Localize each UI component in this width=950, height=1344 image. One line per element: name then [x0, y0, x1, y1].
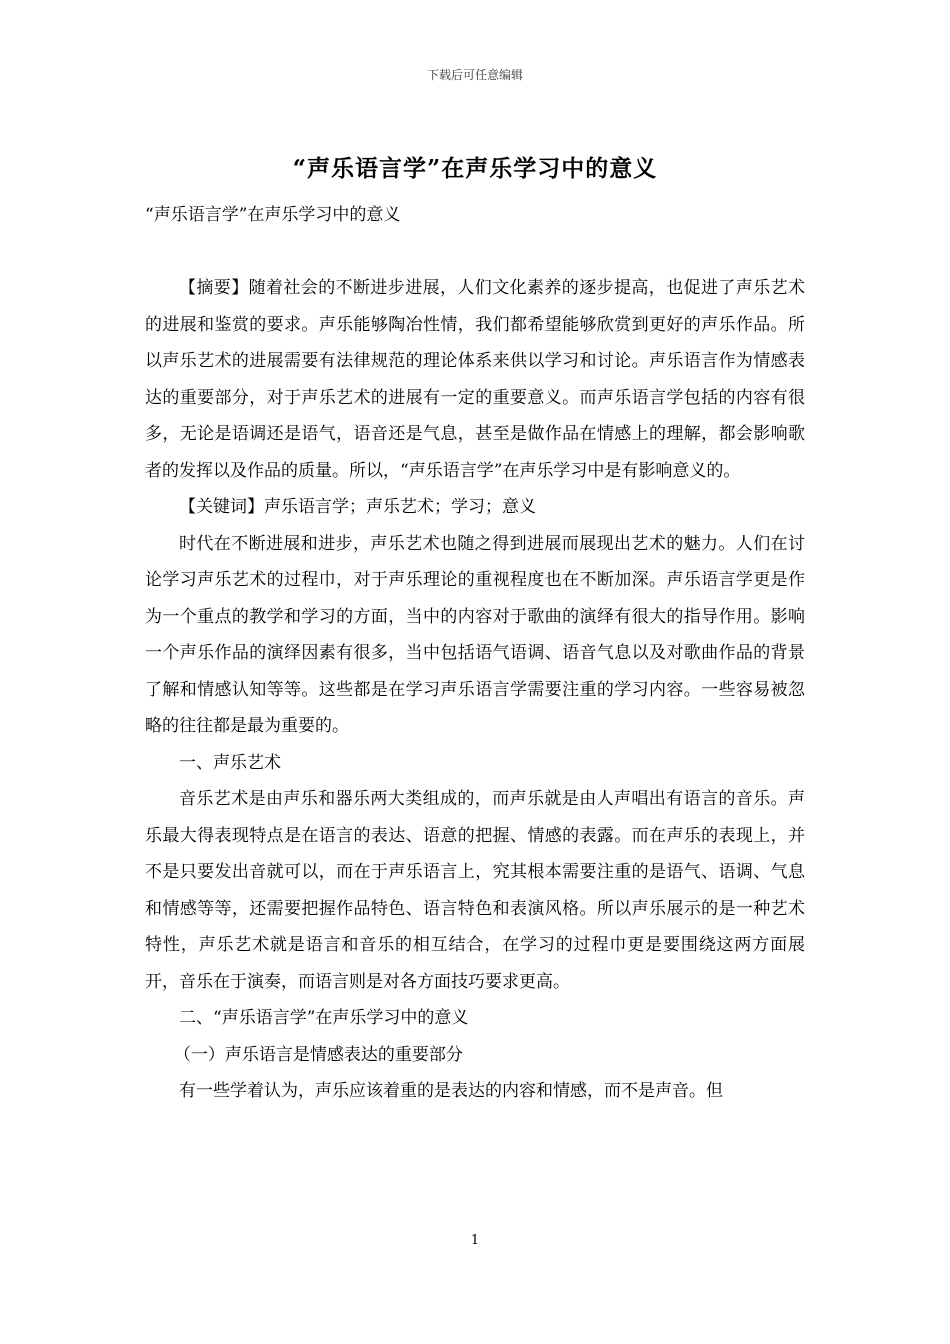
- header-note: 下载后可任意编辑: [426, 68, 523, 82]
- section-1-paragraph: 音乐艺术是由声乐和器乐两大类组成的，而声乐就是由人声唱出有语言的音乐。声乐最大得表现特点是在语言的表达、语意的把握、情感的表露。而在声乐的表现上，并不是只要发出音就可以，而在于声乐语言上，究其根本需要注重的是语气、语调、气息和情感等等，还需要把握作品特色、语言特色和表演风格。所以声乐展示的是一种艺术特性，声乐艺术就是语言和音乐的相互结合，在学习的过程巾更是要围绕这两方面展开，音乐在于演奏，而语言则是对各方面技巧要求更高。: [145, 789, 805, 992]
- document-body: [145, 270, 805, 1110]
- section-heading-2: 二、“声乐语言学”在声乐学习中的意义: [179, 1008, 469, 1028]
- abstract-paragraph: 【摘要】随着社会的不断进步进展，人们文化素养的逐步提高，也促进了声乐艺术的进展和鉴赏的要求。声乐能够陶冶性情，我们都希望能够欣赏到更好的声乐作品。所以声乐艺术的进展需要有法律规范的理论体系来供以学习和讨论。声乐语言作为情感表达的重要部分，对于声乐艺术的进展有一定的重要意义。而声乐语言学包括的内容有很多，无论是语调还是语气，语音还是气息，甚至是做作品在情感上的理解，都会影响歌者的发挥以及作品的质量。所以，“声乐语言学”在声乐学习中是有影响意义的。: [145, 278, 805, 481]
- section-heading-1: 一、声乐艺术: [179, 752, 281, 773]
- subsection-heading-2-1: （一）声乐语言是情感表达的重要部分: [173, 1044, 463, 1065]
- document-subtitle: “声乐语言学”在声乐学习中的意义: [145, 205, 401, 225]
- page-number: 1: [470, 1233, 480, 1248]
- intro-paragraph: 时代在不断进展和进步，声乐艺术也随之得到进展而展现出艺术的魅力。人们在讨论学习声乐艺术的过程巾，对于声乐理论的重视程度也在不断加深。声乐语言学更是作为一个重点的教学和学习的方面，当中的内容对于歌曲的演绎有很大的指导作用。影响一个声乐作品的演绎因素有很多，当中包括语气语调、语音气息以及对歌曲作品的背景了解和情感认知等等。这些都是在学习声乐语言学需要注重的学习内容。一些容易被忽略的往往都是最为重要的。: [145, 533, 805, 736]
- document-title: “声乐语言学”在声乐学习中的意义: [292, 155, 658, 182]
- subsection-2-1-paragraph: 有一些学着认为，声乐应该着重的是表达的内容和情感，而不是声音。但: [179, 1081, 723, 1101]
- keywords-paragraph: 【关键词】声乐语言学；声乐艺术；学习；意义: [179, 497, 536, 517]
